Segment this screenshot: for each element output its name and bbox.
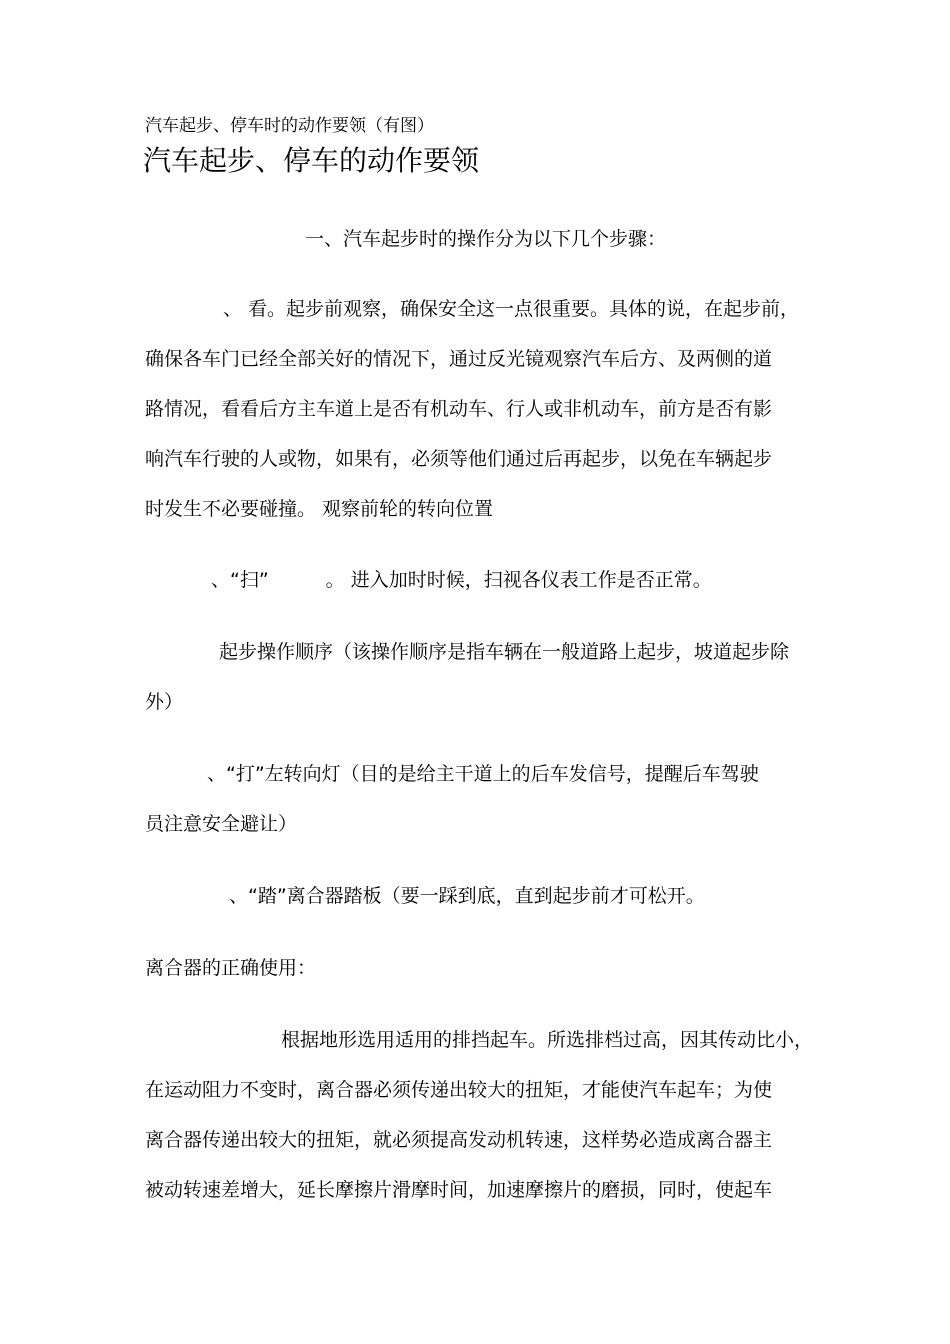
paragraph-line: 响汽车行驶的人或物，如果有，必须等他们通过后再起步，以免在车辆起步 — [145, 448, 773, 470]
paragraph-line: 员注意安全避让） — [145, 813, 298, 835]
paragraph-line: 确保各车门已经全部关好的情况下，通过反光镜观察汽车后方、及两侧的道 — [145, 348, 773, 370]
clutch-heading: 离合器的正确使用： — [145, 957, 317, 979]
paragraph-look — [145, 284, 880, 534]
paragraph-line: 被动转速差增大，延长摩擦片滑摩时间，加速摩擦片的磨损，同时，使起车 — [145, 1179, 773, 1201]
paragraph-line: 在运动阻力不变时，离合器必须传递出较大的扭矩，才能使汽车起车；为使 — [145, 1079, 773, 1101]
paragraph-line: 路情况，看看后方主车道上是否有机动车、行人或非机动车，前方是否有影 — [145, 398, 773, 420]
paragraph-line: 根据地形选用适用的排挡起车。所选排档过高，因其传动比小， — [281, 1029, 814, 1051]
paragraph-line: 离合器传递出较大的扭矩，就必须提高发动机转速，这样势必造成离合器主 — [145, 1129, 773, 1151]
paragraph-line: 外） — [145, 691, 184, 713]
document-title: 汽车起步、停车的动作要领 — [143, 144, 480, 177]
paragraph-clutch-press: 、“踏”离合器踏板（要一踩到底，直到起步前才可松开。 — [229, 885, 705, 907]
paragraph-line: 、“打”左转向灯（目的是给主干道上的后车发信号，提醒后车驾驶 — [207, 763, 759, 785]
paragraph-signal — [145, 749, 880, 849]
paragraph-clutch-use — [145, 1015, 880, 1215]
paragraph-line: 、 看。起步前观察，确保安全这一点很重要。具体的说，在起步前， — [223, 298, 800, 320]
paragraph-line: 时发生不必要碰撞。 观察前轮的转向位置 — [145, 498, 494, 520]
section-heading: 一、汽车起步时的操作分为以下几个步骤： — [305, 228, 667, 250]
paragraph-scan: 、“扫” 。 进入加时时候，扫视各仪表工作是否正常。 — [211, 569, 712, 591]
paragraph-line: 起步操作顺序（该操作顺序是指车辆在一般道路上起步，坡道起步除 — [219, 641, 790, 663]
paragraph-sequence — [145, 627, 880, 727]
document-header-line: 汽车起步、停车时的动作要领（有图） — [145, 116, 434, 136]
